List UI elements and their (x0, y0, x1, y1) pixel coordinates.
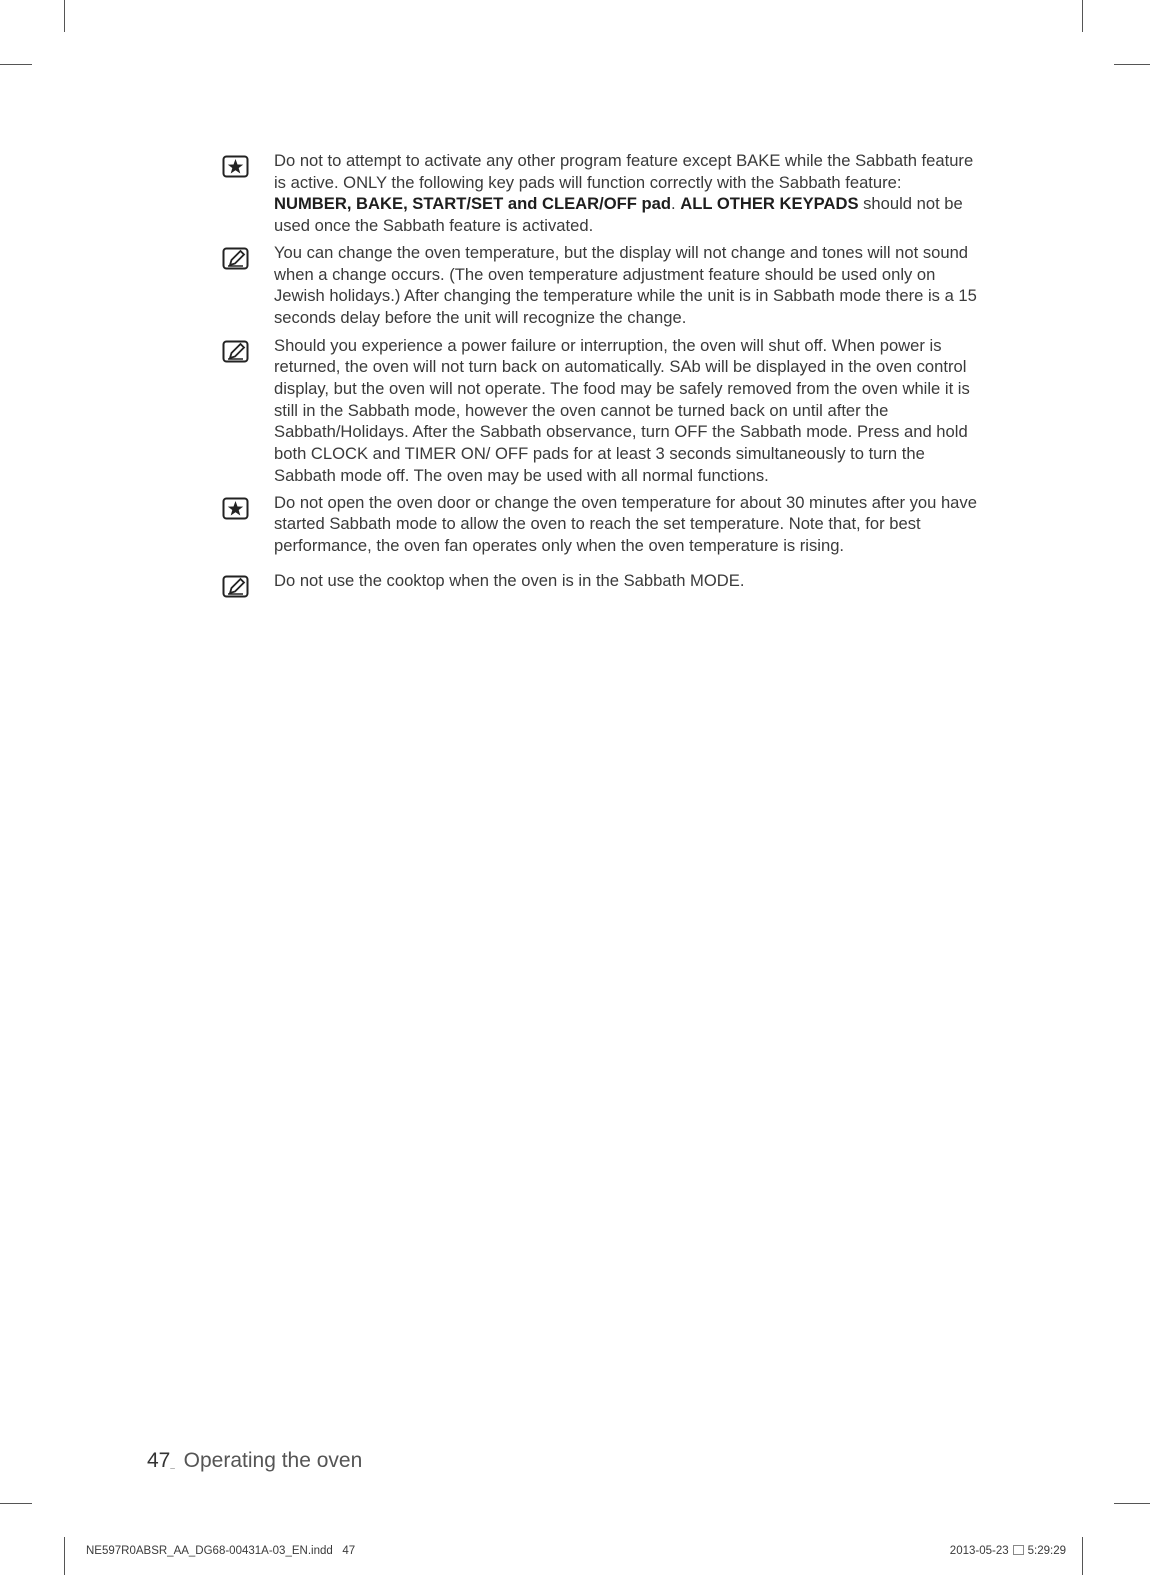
caution-note (222, 492, 982, 557)
crop-mark (64, 0, 65, 32)
caution-note (222, 150, 982, 237)
print-timestamp (950, 1545, 1066, 1557)
note-text: Do not open the oven door or change the oven temperature for about 30 minutes after you have started Sabbath mode to allow the oven to reach the set temperature. Note that, for best performance, the oven fan operates only when the oven temperature is rising. (274, 492, 977, 555)
info-note (222, 242, 982, 329)
box-glyph-icon (1013, 1545, 1024, 1555)
page-footer (147, 1449, 362, 1473)
star-caution-icon (222, 155, 249, 178)
crop-mark (0, 1503, 32, 1504)
crop-mark (1082, 0, 1083, 32)
crop-mark (1082, 1537, 1083, 1575)
crop-mark (64, 1537, 65, 1575)
pencil-note-icon (222, 340, 249, 363)
crop-mark (0, 64, 32, 65)
page-separator: _ (170, 1460, 175, 1469)
print-date: 2013-05-23 (949, 1545, 1009, 1557)
pencil-note-icon (222, 575, 249, 598)
note-text: You can change the oven temperature, but the display will not change and tones will not sound when a change occurs. (The oven temperature adjustment feature should be used only on Jewish holidays.) After changing the temperature while the unit is in Sabbath mode there is a 15 seconds delay before the unit will recognize the change. (274, 242, 977, 327)
star-caution-icon (222, 497, 249, 520)
note-text: Do not to attempt to activate any other program feature except BAKE while the Sabbath feature is active. ONLY the following key pads will function correctly with the Sabbath feature: NUMBER, BAKE, START/SET and CLEAR/OFF pad. ALL OTHER KEYPADS should not be used once the Sabbath feature is activated. (274, 151, 974, 236)
crop-mark (1114, 1503, 1150, 1504)
sabbath-notes (222, 150, 982, 591)
info-note (222, 570, 982, 592)
section-title: Operating the oven (183, 1449, 363, 1472)
page-number: 47 (147, 1449, 171, 1472)
info-note (222, 335, 982, 487)
pencil-note-icon (222, 247, 249, 270)
print-file-name: NE597R0ABSR_AA_DG68-00431A-03_EN.indd 47 (86, 1545, 356, 1557)
print-time: 5:29:29 (1027, 1545, 1066, 1557)
note-text: Should you experience a power failure or interruption, the oven will shut off. When power is returned, the oven will not turn back on automatically. SAb will be displayed in the oven control display, but the oven will not operate. The food may be safely removed from the oven while it is still in the Sabbath mode, however the oven cannot be turned back on until after the Sabbath/Holidays. After the Sabbath observance, turn OFF the Sabbath mode. Press and hold both CLOCK and TIMER ON/ OFF pads for at least 3 seconds simultaneously to turn the Sabbath mode off. The oven may be used with all normal functions. (274, 335, 970, 485)
crop-mark (1114, 64, 1150, 65)
note-text: Do not use the cooktop when the oven is in the Sabbath MODE. (274, 570, 745, 590)
